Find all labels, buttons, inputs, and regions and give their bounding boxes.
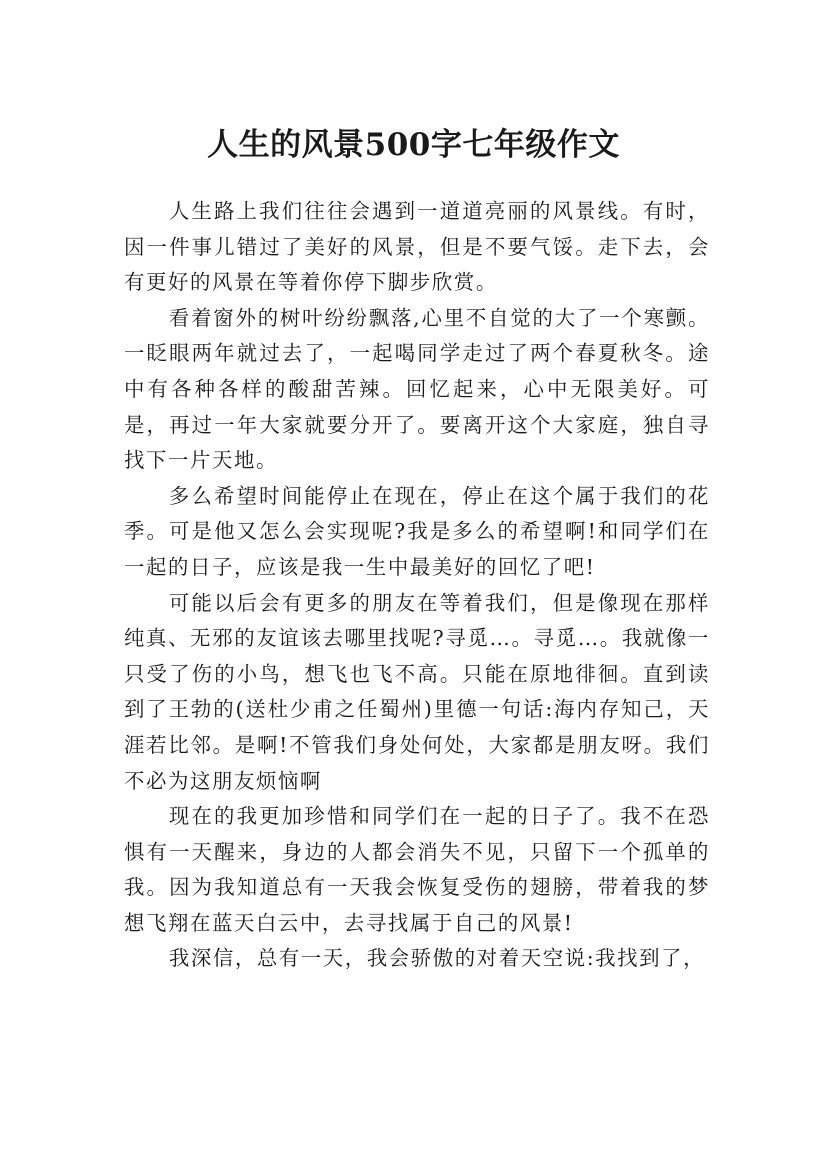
paragraph: 现在的我更加珍惜和同学们在一起的日子了。我不在恐惧有一天醒来，身边的人都会消失不见，只留下一个孤单的我。因为我知道总有一天我会恢复受伤的翅膀，带着我的梦想飞翔在蓝天白云中，去寻找属于自己的风景! [124,804,710,935]
paragraph: 人生路上我们往往会遇到一道道亮丽的风景线。有时，因一件事儿错过了美好的风景，但是不要气馁。走下去，会有更好的风景在等着你停下脚步欣赏。 [124,199,710,295]
paragraph: 我深信，总有一天，我会骄傲的对着天空说:我找到了， [168,946,706,971]
paragraph: 可能以后会有更多的朋友在等着我们，但是像现在那样纯真、无邪的友谊该去哪里找呢?寻觅…。寻觅…。我就像一只受了伤的小鸟，想飞也飞不高。只能在原地徘徊。直到读到了王勃的(送杜少甫之任蜀州)里德一句话:海内存知己，天涯若比邻。是啊!不管我们身处何处，大家都是朋友呀。我们不必为这朋友烦恼啊 [124,590,710,793]
paragraph: 看着窗外的树叶纷纷飘落,心里不自觉的大了一个寒颤。一眨眼两年就过去了，一起喝同学走过了两个春夏秋冬。途中有各种各样的酸甜苦辣。回忆起来，心中无限美好。可是，再过一年大家就要分开了。要离开这个大家庭，独自寻找下一片天地。 [124,305,710,473]
document-title: 人生的风景500字七年级作文 [207,126,620,163]
paragraph: 多么希望时间能停止在现在，停止在这个属于我们的花季。可是他又怎么会实现呢?我是多么的希望啊!和同学们在一起的日子，应该是我一生中最美好的回忆了吧! [124,483,710,579]
document-body [124,194,710,977]
